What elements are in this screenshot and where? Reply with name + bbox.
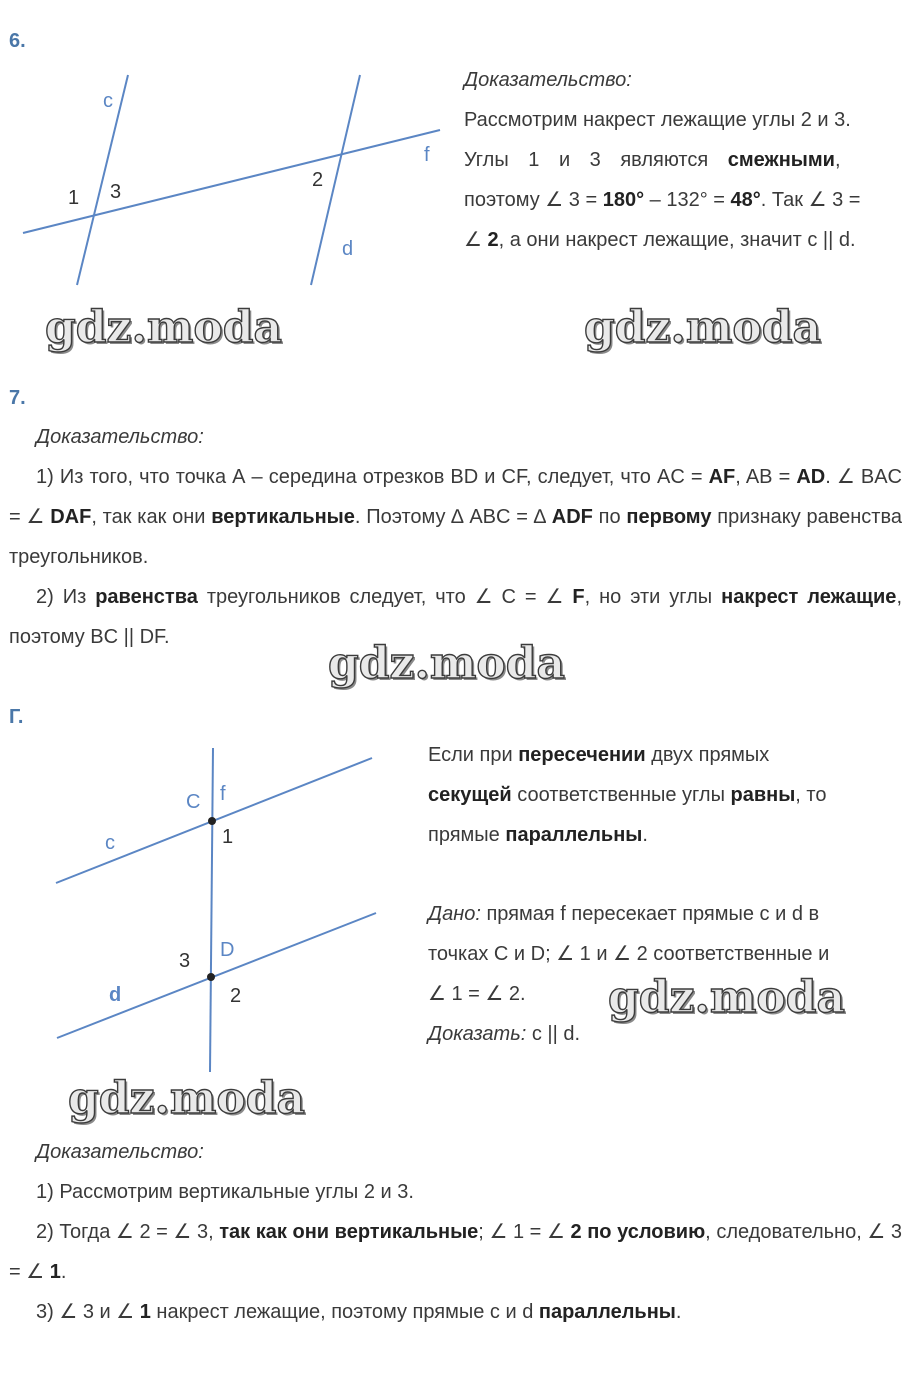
watermark: gdz.moda: [328, 638, 566, 689]
angle-label-3: 3: [110, 181, 122, 203]
angle-label-1: 1: [68, 187, 80, 209]
label-f: f: [424, 144, 430, 166]
angle-label-3: 3: [179, 950, 191, 972]
watermark: gdz.moda: [584, 302, 822, 353]
watermark: gdz.moda: [45, 302, 283, 353]
rule-line-3: прямые параллельны.: [428, 824, 648, 846]
rule-line-2: секущей соответственные углы равны, то: [428, 784, 827, 806]
section-7-proof: [9, 417, 902, 657]
line-d: [57, 913, 376, 1038]
label-C: C: [186, 791, 201, 813]
section-g-proof: [9, 1132, 902, 1332]
line-f: [210, 748, 213, 1072]
angle-label-2: 2: [312, 169, 324, 191]
line-f: [23, 130, 440, 233]
given-line-2: точках C и D; ∠ 1 и ∠ 2 соответственные и: [428, 943, 830, 965]
label-d: d: [109, 984, 122, 1006]
proof-paragraph-2: 2) Из равенства треугольников следует, что ∠ C = ∠ F, но эти углы накрест лежащие, поэтому BC || DF.: [9, 586, 902, 648]
proof-paragraph-1: 1) Из того, что точка А – середина отрезков BD и CF, следует, что AC = AF, AB = AD. ∠ BAC = ∠ DAF, так как они вертикальные. Поэтому ∆ ABC = ∆ ADF по первому признаку равенства треугольников.: [9, 466, 903, 568]
section-6-figure: [0, 60, 450, 300]
point-d: [207, 973, 215, 981]
prove-line: Доказать: c || d.: [428, 1023, 581, 1045]
proof-title: Доказательство:: [36, 1141, 204, 1163]
rule-line-1: Если при пересечении двух прямых: [428, 744, 770, 766]
section-6-proof: [464, 60, 904, 260]
watermark: gdz.moda: [608, 972, 846, 1023]
label-f: f: [220, 783, 226, 805]
proof-line-3: поэтому ∠ 3 = 180° – 132° = 48°. Так ∠ 3 =: [464, 189, 861, 211]
label-c: c: [103, 90, 113, 112]
section-g-rule: [428, 735, 906, 855]
proof-title: Доказательство:: [464, 69, 632, 91]
proof-step-3: 3) ∠ 3 и ∠ 1 накрест лежащие, поэтому прямые c и d параллельны.: [36, 1301, 682, 1323]
section-6-number: 6.: [9, 30, 26, 52]
given-line-3: ∠ 1 = ∠ 2.: [428, 983, 526, 1005]
proof-title: Доказательство:: [36, 426, 204, 448]
label-d: d: [342, 238, 354, 260]
watermark: gdz.moda: [68, 1073, 306, 1124]
label-c: c: [105, 832, 115, 854]
point-c: [208, 817, 216, 825]
proof-step-1: 1) Рассмотрим вертикальные углы 2 и 3.: [36, 1181, 414, 1203]
label-D: D: [220, 939, 235, 961]
proof-line-1: Рассмотрим накрест лежащие углы 2 и 3.: [464, 109, 851, 131]
angle-label-2: 2: [230, 985, 242, 1007]
proof-line-4: ∠ 2, а они накрест лежащие, значит c || d.: [464, 229, 856, 251]
proof-line-2: Углы 1 и 3 являются смежными,: [464, 149, 841, 171]
proof-step-2: 2) Тогда ∠ 2 = ∠ 3, так как они вертикальные; ∠ 1 = ∠ 2 по условию, следовательно, ∠ 3 = ∠ 1.: [9, 1221, 903, 1283]
section-7-number: 7.: [9, 387, 26, 409]
section-g-figure: [0, 740, 420, 1080]
given-line-1: Дано: прямая f пересекает прямые c и d в: [428, 903, 820, 925]
section-g-number: Г.: [9, 706, 24, 728]
angle-label-1: 1: [222, 826, 234, 848]
